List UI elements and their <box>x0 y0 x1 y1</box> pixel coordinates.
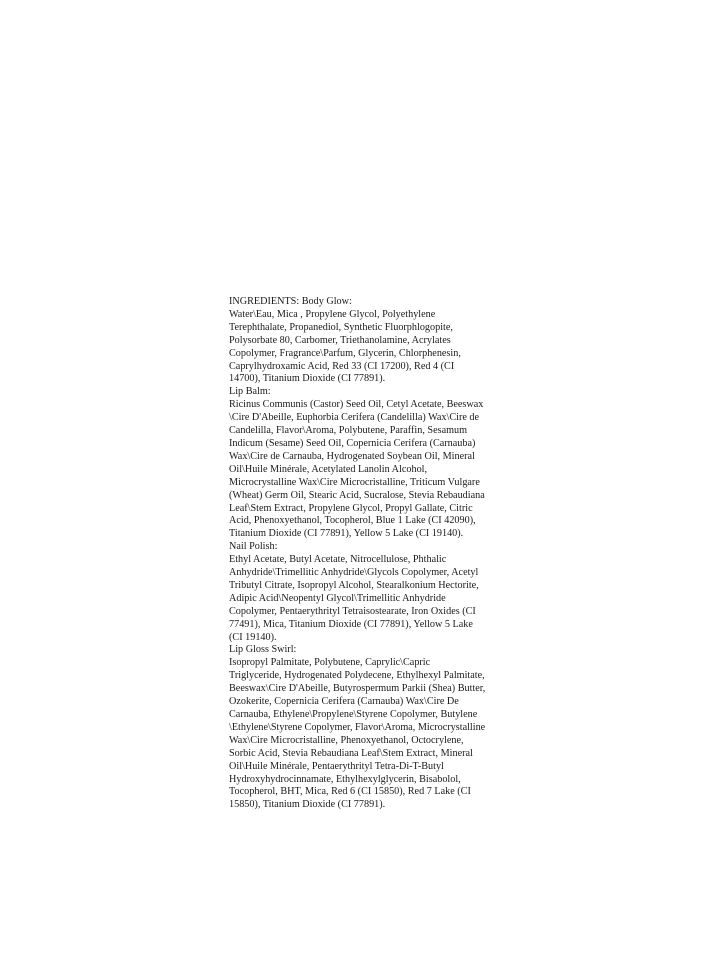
lip-gloss-heading: Lip Gloss Swirl: <box>229 644 297 656</box>
nail-polish-heading: Nail Polish: <box>229 541 278 553</box>
body-glow-line: Terephthalate, Propanediol, Synthetic Fluorphlogopite, <box>229 321 453 333</box>
nail-polish-line: Tributyl Citrate, Isopropyl Alcohol, Stearalkonium Hectorite, <box>229 579 479 591</box>
nail-polish-line: Anhydride\Trimellitic Anhydride\Glycols Copolymer, Acetyl <box>229 567 479 579</box>
lip-balm-line: Indicum (Sesame) Seed Oil, Copernicia Cerifera (Carnauba) <box>229 437 476 449</box>
lip-balm-heading: Lip Balm: <box>229 386 271 398</box>
nail-polish-line: 77491), Mica, Titanium Dioxide (CI 77891), Yellow 5 Lake <box>229 618 473 630</box>
lip-balm-line: Ricinus Communis (Castor) Seed Oil, Cetyl Acetate, Beeswax <box>229 399 484 411</box>
lip-balm-line: Candelilla, Flavor\Aroma, Polybutene, Paraffin, Sesamum <box>229 425 468 437</box>
nail-polish-line: Adipic Acid\Neopentyl Glycol\Trimellitic Anhydride <box>229 592 446 604</box>
ingredients-heading: INGREDIENTS: Body Glow: <box>229 296 352 307</box>
body-glow-line: Water\Eau, Mica , Propylene Glycol, Polyethylene <box>229 308 436 320</box>
body-glow-line: 14700), Titanium Dioxide (CI 77891). <box>229 373 386 385</box>
lip-gloss-line: Beeswax\Cire D'Abeille, Butyrospermum Parkii (Shea) Butter, <box>229 683 486 695</box>
lip-balm-line: \Cire D'Abeille, Euphorbia Cerifera (Candelilla) Wax\Cire de <box>229 412 480 424</box>
nail-polish-line: (CI 19140). <box>229 631 277 643</box>
body-glow-line: Copolymer, Fragrance\Parfum, Glycerin, Chlorphenesin, <box>229 347 461 359</box>
nail-polish-line: Copolymer, Pentaerythrityl Tetraisostearate, Iron Oxides (CI <box>229 605 476 617</box>
lip-gloss-line: Sorbic Acid, Stevia Rebaudiana Leaf\Stem Extract, Mineral <box>229 747 473 759</box>
body-glow-line: Polysorbate 80, Carbomer, Triethanolamine, Acrylates <box>229 334 451 346</box>
lip-gloss-line: Ozokerite, Copernicia Cerifera (Carnauba) Wax\Cire De <box>229 696 459 708</box>
lip-gloss-line: Carnauba, Ethylene\Propylene\Styrene Copolymer, Butylene <box>229 709 478 720</box>
lip-gloss-line: Tocopherol, BHT, Mica, Red 6 (CI 15850), Red 7 Lake (CI <box>229 786 471 798</box>
lip-gloss-line: Isopropyl Palmitate, Polybutene, Caprylic\Capric <box>229 657 431 669</box>
lip-gloss-line: Triglyceride, Hydrogenated Polydecene, Ethylhexyl Palmitate, <box>229 670 485 682</box>
lip-gloss-line: Wax\Cire Microcristalline, Phenoxyethanol, Octocrylene, <box>229 734 464 746</box>
lip-gloss-line: 15850), Titanium Dioxide (CI 77891). <box>229 799 386 811</box>
lip-balm-line: Wax\Cire de Carnauba, Hydrogenated Soybean Oil, Mineral <box>229 450 475 462</box>
lip-gloss-line: Hydroxyhydrocinnamate, Ethylhexylglycerin, Bisabolol, <box>229 773 461 785</box>
ingredients-document <box>229 296 497 812</box>
lip-gloss-section <box>229 657 497 812</box>
lip-balm-line: Acid, Phenoxyethanol, Tocopherol, Blue 1 Lake (CI 42090), <box>229 515 476 527</box>
lip-gloss-line: Oil\Huile Minérale, Pentaerythrityl Tetra-Di-T-Butyl <box>229 760 444 772</box>
lip-balm-section <box>229 399 497 541</box>
lip-balm-line: Leaf\Stem Extract, Propylene Glycol, Propyl Gallate, Citric <box>229 502 473 514</box>
lip-balm-line: Oil\Huile Minérale, Acetylated Lanolin Alcohol, <box>229 463 428 475</box>
body-glow-section <box>229 309 497 386</box>
lip-balm-line: (Wheat) Germ Oil, Stearic Acid, Sucralose, Stevia Rebaudiana <box>229 489 485 501</box>
nail-polish-line: Ethyl Acetate, Butyl Acetate, Nitrocellulose, Phthalic <box>229 554 447 566</box>
lip-balm-line: Titanium Dioxide (CI 77891), Yellow 5 Lake (CI 19140). <box>229 528 464 540</box>
body-glow-line: Caprylhydroxamic Acid, Red 33 (CI 17200), Red 4 (CI <box>229 360 455 372</box>
lip-balm-line: Microcrystalline Wax\Cire Microcristalline, Triticum Vulgare <box>229 476 480 488</box>
nail-polish-section <box>229 554 497 644</box>
lip-gloss-line: \Ethylene\Styrene Copolymer, Flavor\Aroma, Microcrystalline <box>229 721 486 733</box>
